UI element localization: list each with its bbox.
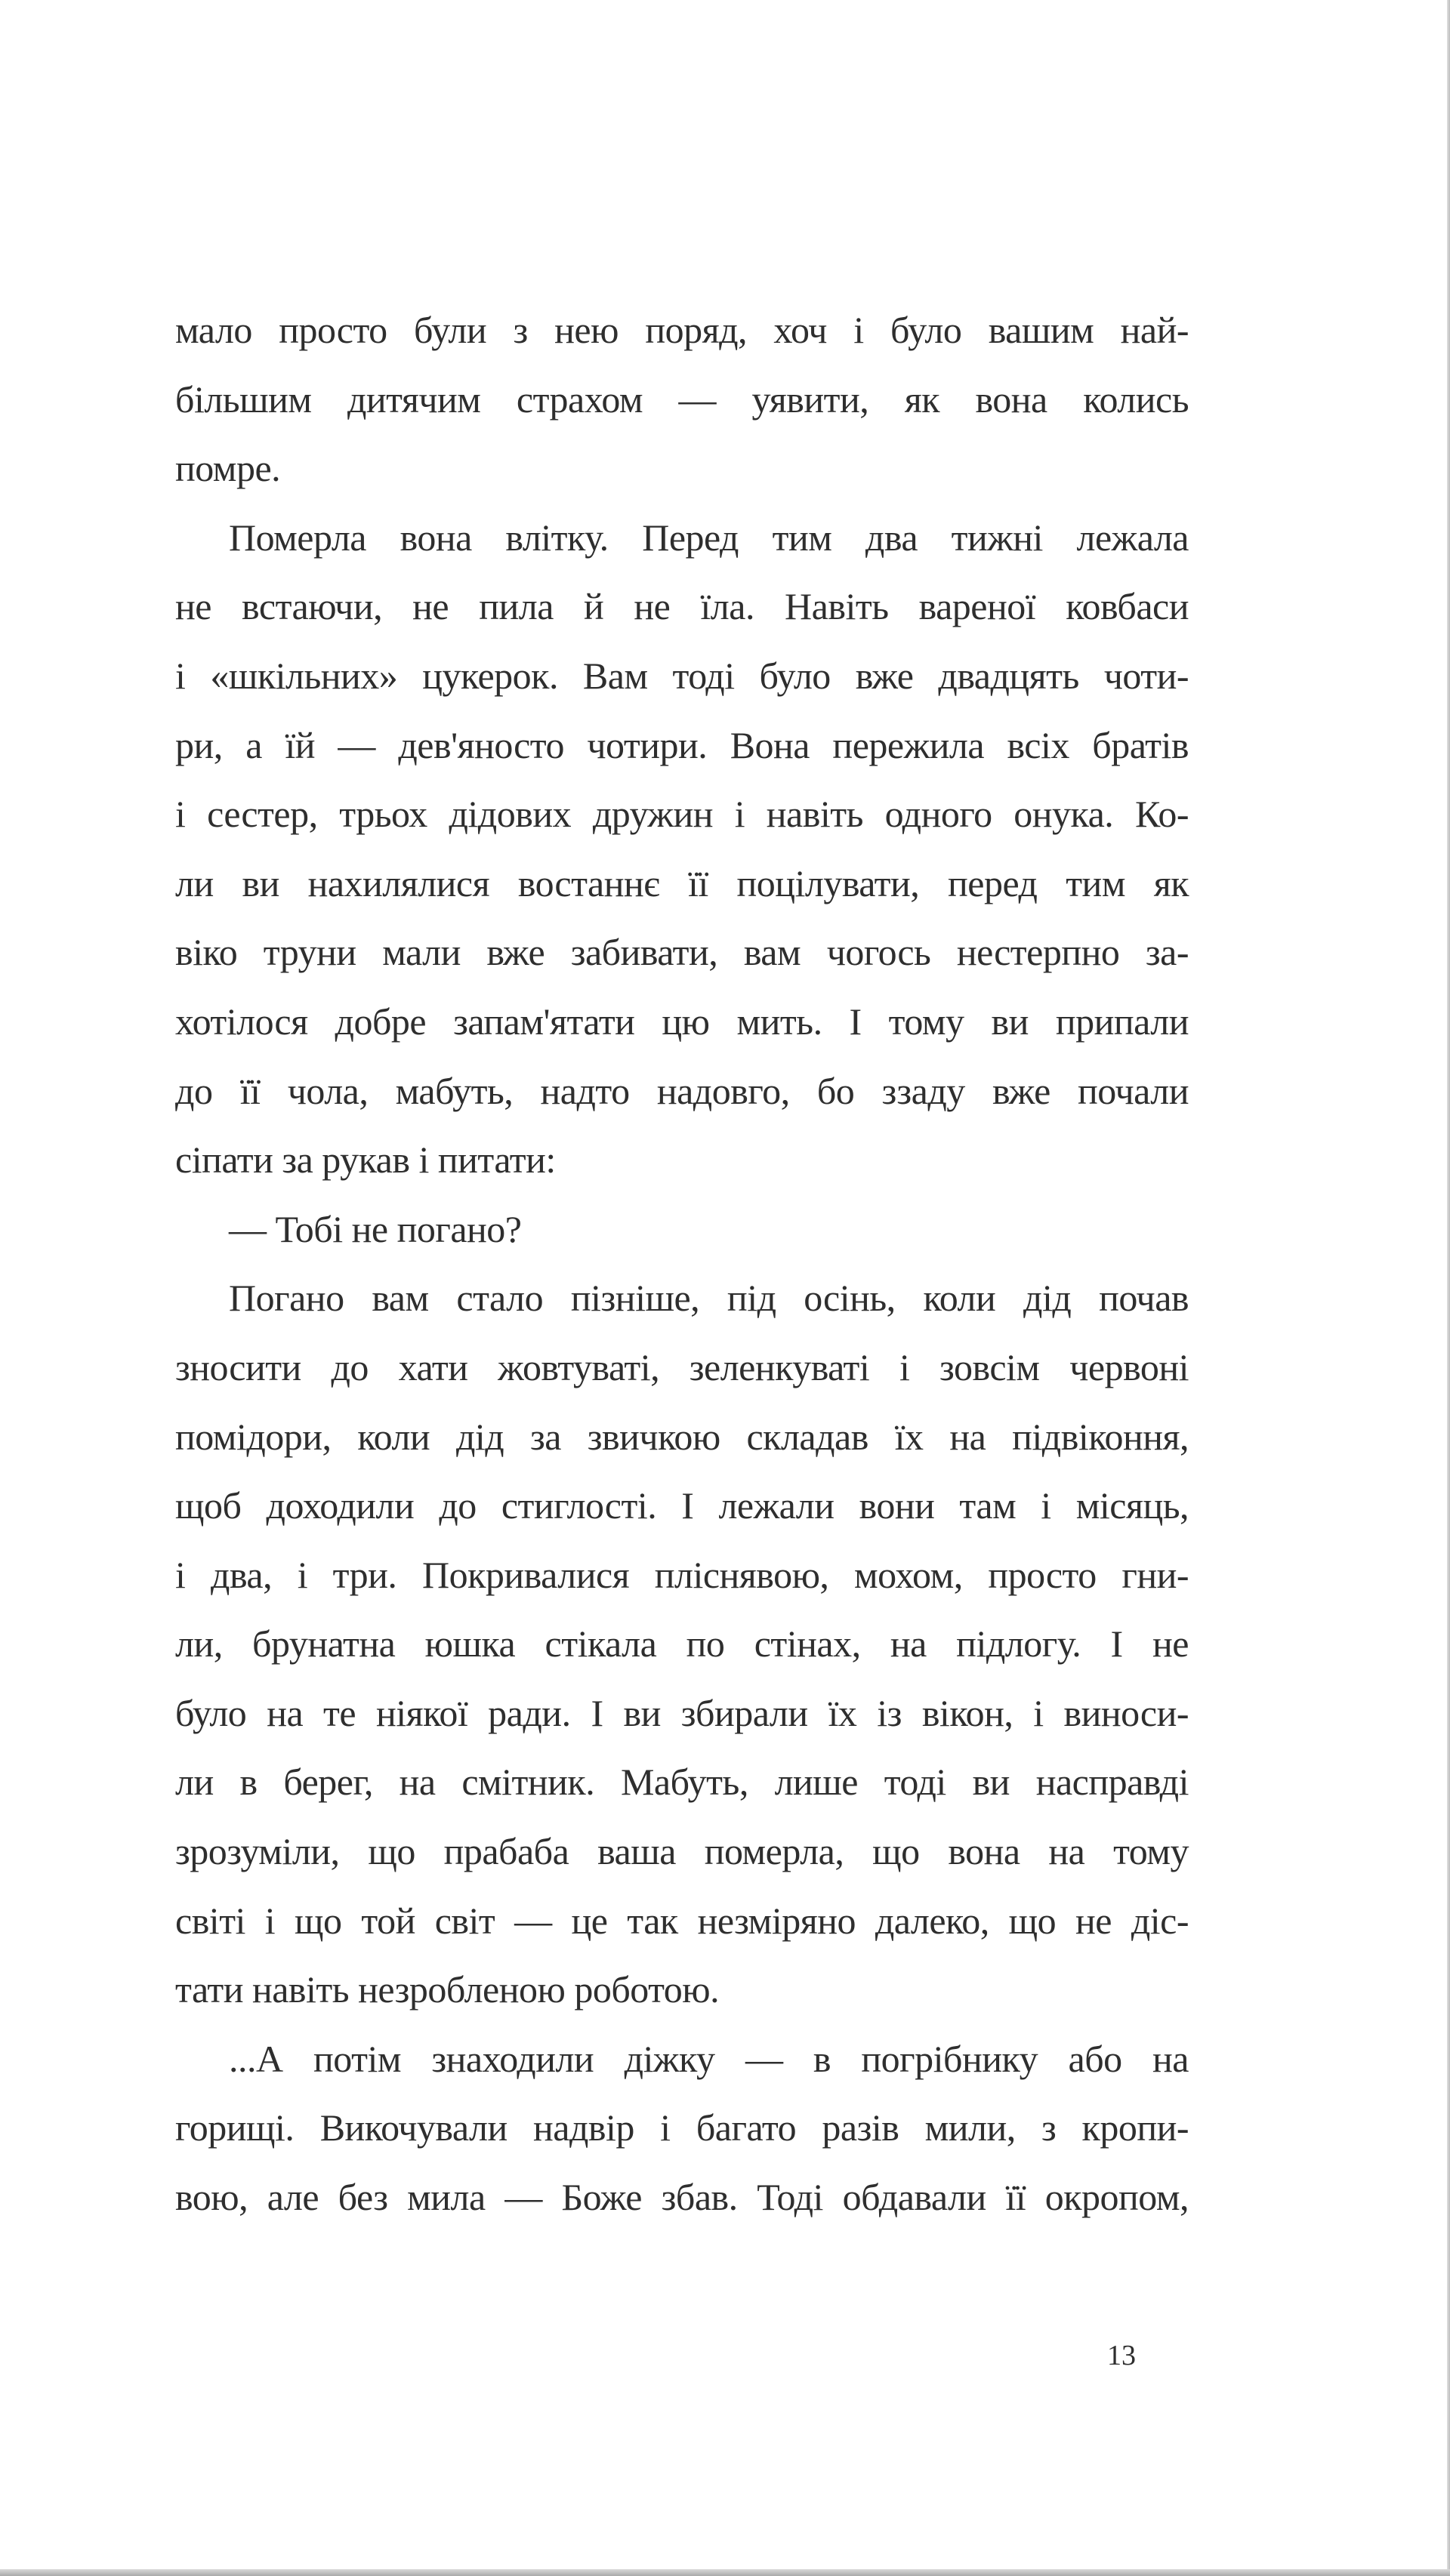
text-line: ли, брунатна юшка стікала по стінах, на підлогу. І не — [175, 1622, 1189, 1665]
text-line: до її чола, мабуть, надто надовго, бо ззаду вже почали — [175, 1069, 1189, 1112]
text-line: Погано вам стало пізніше, під осінь, коли дід почав — [229, 1277, 1189, 1320]
text-line: щоб доходили до стиглості. І лежали вони там і місяць, — [175, 1484, 1189, 1527]
text-line: мало просто були з нею поряд, хоч і було вашим най- — [175, 309, 1189, 351]
text-line: було на те ніякої ради. І ви збирали їх із вікон, і виноси- — [175, 1691, 1189, 1734]
text-line: помре. — [175, 447, 281, 490]
text-line: зрозуміли, що прабаба ваша померла, що вона на тому — [175, 1830, 1189, 1873]
text-line: горищі. Викочували надвір і багато разів мили, з кропи- — [175, 2106, 1189, 2149]
text-line: тати навіть незробленою роботою. — [175, 1968, 720, 2011]
text-line: — Тобі не погано? — [229, 1207, 522, 1250]
text-line: ...А потім знаходили діжку — в погрібнику або на — [229, 2037, 1189, 2080]
text-line: помідори, коли дід за звичкою складав їх на підвіконня, — [175, 1415, 1189, 1458]
page-edge-bottom — [0, 2569, 1450, 2576]
text-line: віко труни мали вже забивати, вам чогось нестерпно за- — [175, 931, 1189, 974]
text-line: більшим дитячим страхом — уявити, як вона колись — [175, 377, 1189, 421]
page-edge-right — [1447, 0, 1450, 2576]
page-number: 13 — [1107, 2340, 1136, 2371]
text-line: світі і що той світ — це так незміряно далеко, що не діс- — [175, 1899, 1189, 1942]
text-line: хотілося добре запам'ятати цю мить. І тому ви припали — [175, 1000, 1189, 1043]
text-line: сіпати за рукав і питати: — [175, 1139, 556, 1182]
text-line: ри, а їй — дев'яносто чотири. Вона пережила всіх братів — [175, 723, 1189, 766]
body-text — [175, 296, 1189, 2232]
text-line: ли ви нахилялися востаннє її поцілувати, перед тим як — [175, 861, 1189, 904]
text-line: не встаючи, не пила й не їла. Навіть вареної ковбаси — [175, 585, 1189, 628]
text-line: і сестер, трьох дідових дружин і навіть одного онука. Ко- — [175, 793, 1189, 836]
text-line: і «шкільних» цукерок. Вам тоді було вже двадцять чоти- — [175, 654, 1189, 697]
text-line: вою, але без мила — Боже збав. Тоді обдавали її окропом, — [175, 2176, 1189, 2219]
text-line: Померла вона влітку. Перед тим два тижні лежала — [229, 516, 1189, 559]
text-line: зносити до хати жовтуваті, зеленкуваті і зовсім червоні — [175, 1345, 1189, 1388]
text-line: і два, і три. Покривалися пліснявою, мохом, просто гни- — [175, 1553, 1189, 1596]
text-line: ли в берег, на смітник. Мабуть, лише тоді ви насправді — [175, 1761, 1189, 1804]
